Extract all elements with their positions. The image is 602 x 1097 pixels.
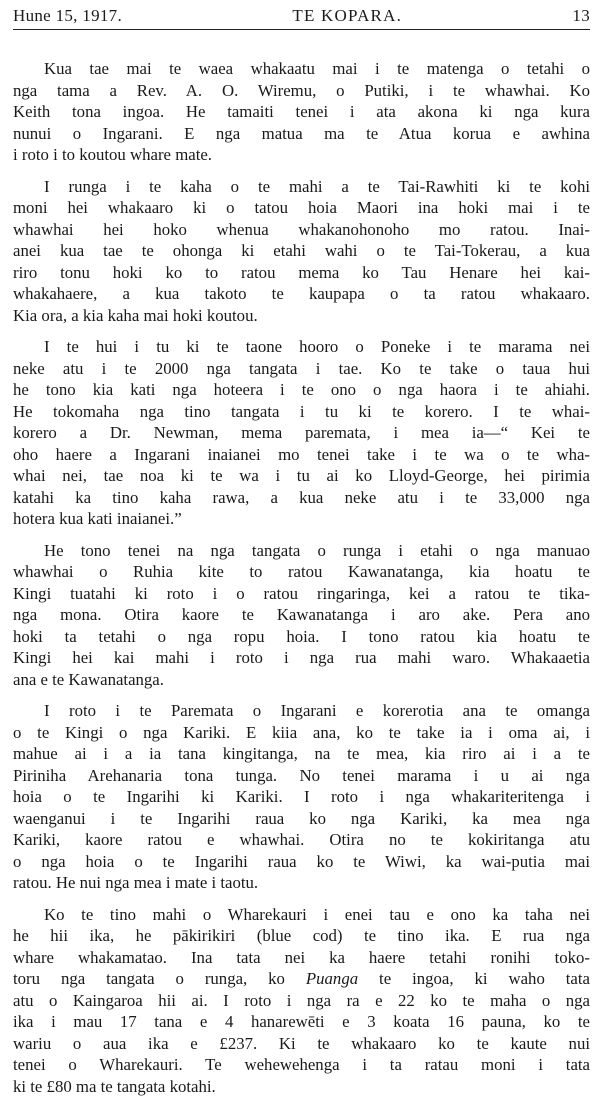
paragraph-line: neke atu i te 2000 nga tangata i tae. Ko te take o taua hui <box>13 358 590 380</box>
paragraph-line: ki te £80 ma te tangata kotahi. <box>13 1076 590 1097</box>
paragraph-line: Kia ora, a kia kaha mai hoki koutou. <box>13 305 590 327</box>
issue-date: Hune 15, 1917. <box>13 6 122 26</box>
paragraph-line: korero a Dr. Newman, mema paremata, i mea ia—“ Kei te <box>13 422 590 444</box>
running-header <box>13 0 590 30</box>
paragraph-line: o nga hoia o te Ingarihi raua ko te Wiwi, ka wai-putia mai <box>13 851 590 873</box>
paragraph-line: hoki ta tetahi o nga ropu hoia. I tono ratou kia hoatu te <box>13 626 590 648</box>
paragraph-line: atu o Kaingaroa hii ai. I roto i nga ra e 22 ko te maha o nga <box>13 990 590 1012</box>
paragraph-line: moni hei whakaaro ki o tatou hoia Maori ina hoki mai i te <box>13 197 590 219</box>
paragraph-line: toru nga tangata o runga, ko Puanga te ingoa, ki waho tata <box>13 968 590 990</box>
paragraph-line: waenganui i te Ingarihi raua ko nga Kariki, ka mea nga <box>13 808 590 830</box>
paragraph-line: anei kua tae te ohonga ki etahi wahi o te Tai-Tokerau, a kua <box>13 240 590 262</box>
paragraph-line: ana e te Kawanatanga. <box>13 669 590 691</box>
paragraph-line: he tono kia kati nga hoteera i te ono o nga haora i te ahiahi. <box>13 379 590 401</box>
paragraph-line: whare whakamatao. Ina tata nei ka haere tetahi ronihi toko- <box>13 947 590 969</box>
paragraph-line: hoia o te Ingarihi ki Kariki. I roto i nga whakariteritenga i <box>13 786 590 808</box>
news-paragraph <box>13 540 590 691</box>
paragraph-line: i roto i to koutou whare mate. <box>13 144 590 166</box>
paragraph-line: riro tonu hoki ko to ratou mema ko Tau Henare hei kai- <box>13 262 590 284</box>
publication-title: TE KOPARA. <box>292 6 402 26</box>
paragraph-line: whawhai hei hoko whenua whakanohonoho mo ratou. Inai- <box>13 219 590 241</box>
paragraph-line: Kingi tuatahi ki roto i o ratou ringaringa, kei a ratou te tika- <box>13 583 590 605</box>
paragraph-line: Piriniha Arehanaria tona tunga. No tenei marama i u ai nga <box>13 765 590 787</box>
news-paragraph <box>13 336 590 530</box>
paragraph-line: Kingi hei kai mahi i roto i nga rua mahi waro. Whakaaetia <box>13 647 590 669</box>
vessel-name: Puanga <box>306 969 358 988</box>
paragraph-line: tenei o Wharekauri. Te wehewehenga i ta ratau moni i tata <box>13 1054 590 1076</box>
news-paragraph <box>13 904 590 1097</box>
paragraph-line: o te Kingi o nga Kariki. E kiia ana, ko te take ia i oma ai, i <box>13 722 590 744</box>
news-paragraph <box>13 700 590 894</box>
news-paragraph <box>13 58 590 166</box>
paragraph-line: I te hui i tu ki te taone hooro o Poneke i te marama nei <box>13 336 590 358</box>
paragraph-line: nga tama a Rev. A. O. Wiremu, o Putiki, i te whawhai. Ko <box>13 80 590 102</box>
paragraph-line: whai nei, tae noa ki te wa i tu ai ko Lloyd-George, hei pirimia <box>13 465 590 487</box>
paragraph-line: ika i mau 17 tana e 4 hanarewēti e 3 koata 16 pauna, ko te <box>13 1011 590 1033</box>
article-body <box>13 30 590 1097</box>
paragraph-line: mahue ai i a ia tana kingitanga, na te mea, kia riro ai i a te <box>13 743 590 765</box>
paragraph-line: he hii ika, he pākirikiri (blue cod) te tino ika. E rua nga <box>13 925 590 947</box>
paragraph-line: I runga i te kaha o te mahi a te Tai-Rawhiti ki te kohi <box>13 176 590 198</box>
paragraph-line: whawhai o Ruhia kite to ratou Kawanatanga, kia hoatu te <box>13 561 590 583</box>
paragraph-line: nunui o Ingarani. E nga matua ma te Atua korua e awhina <box>13 123 590 145</box>
paragraph-line: ratou. He nui nga mea i mate i taotu. <box>13 872 590 894</box>
paragraph-line: He tokomaha nga tino tangata i tu ki te korero. I te whai- <box>13 401 590 423</box>
paragraph-line: whakahaere, a kua takoto te kaupapa o ta ratou whakaaro. <box>13 283 590 305</box>
page-number: 13 <box>572 6 590 26</box>
paragraph-line: I roto i te Paremata o Ingarani e korerotia ana te omanga <box>13 700 590 722</box>
paragraph-line: He tono tenei na nga tangata o runga i etahi o nga manuao <box>13 540 590 562</box>
paragraph-line: Ko te tino mahi o Wharekauri i enei tau e ono ka taha nei <box>13 904 590 926</box>
paragraph-line: wariu o aua ika e £237. Ki te whakaaro ko te kaute nui <box>13 1033 590 1055</box>
paragraph-line: katahi ka tino kaha rawa, a kua neke atu i te 33,000 nga <box>13 487 590 509</box>
paragraph-line: Keith tona ingoa. He tamaiti tenei i ata akona ki nga kura <box>13 101 590 123</box>
paragraph-line: oho haere a Ingarani inaianei mo tenei take i te wa o te wha- <box>13 444 590 466</box>
paragraph-line: nga mona. Otira kaore te Kawanatanga i aro ake. Pera ano <box>13 604 590 626</box>
news-paragraph <box>13 176 590 327</box>
paragraph-line: hotera kua kati inaianei.” <box>13 508 590 530</box>
paragraph-line: Kariki, kaore ratou e whawhai. Otira no te kokiritanga atu <box>13 829 590 851</box>
paragraph-line: Kua tae mai te waea whakaatu mai i te matenga o tetahi o <box>13 58 590 80</box>
